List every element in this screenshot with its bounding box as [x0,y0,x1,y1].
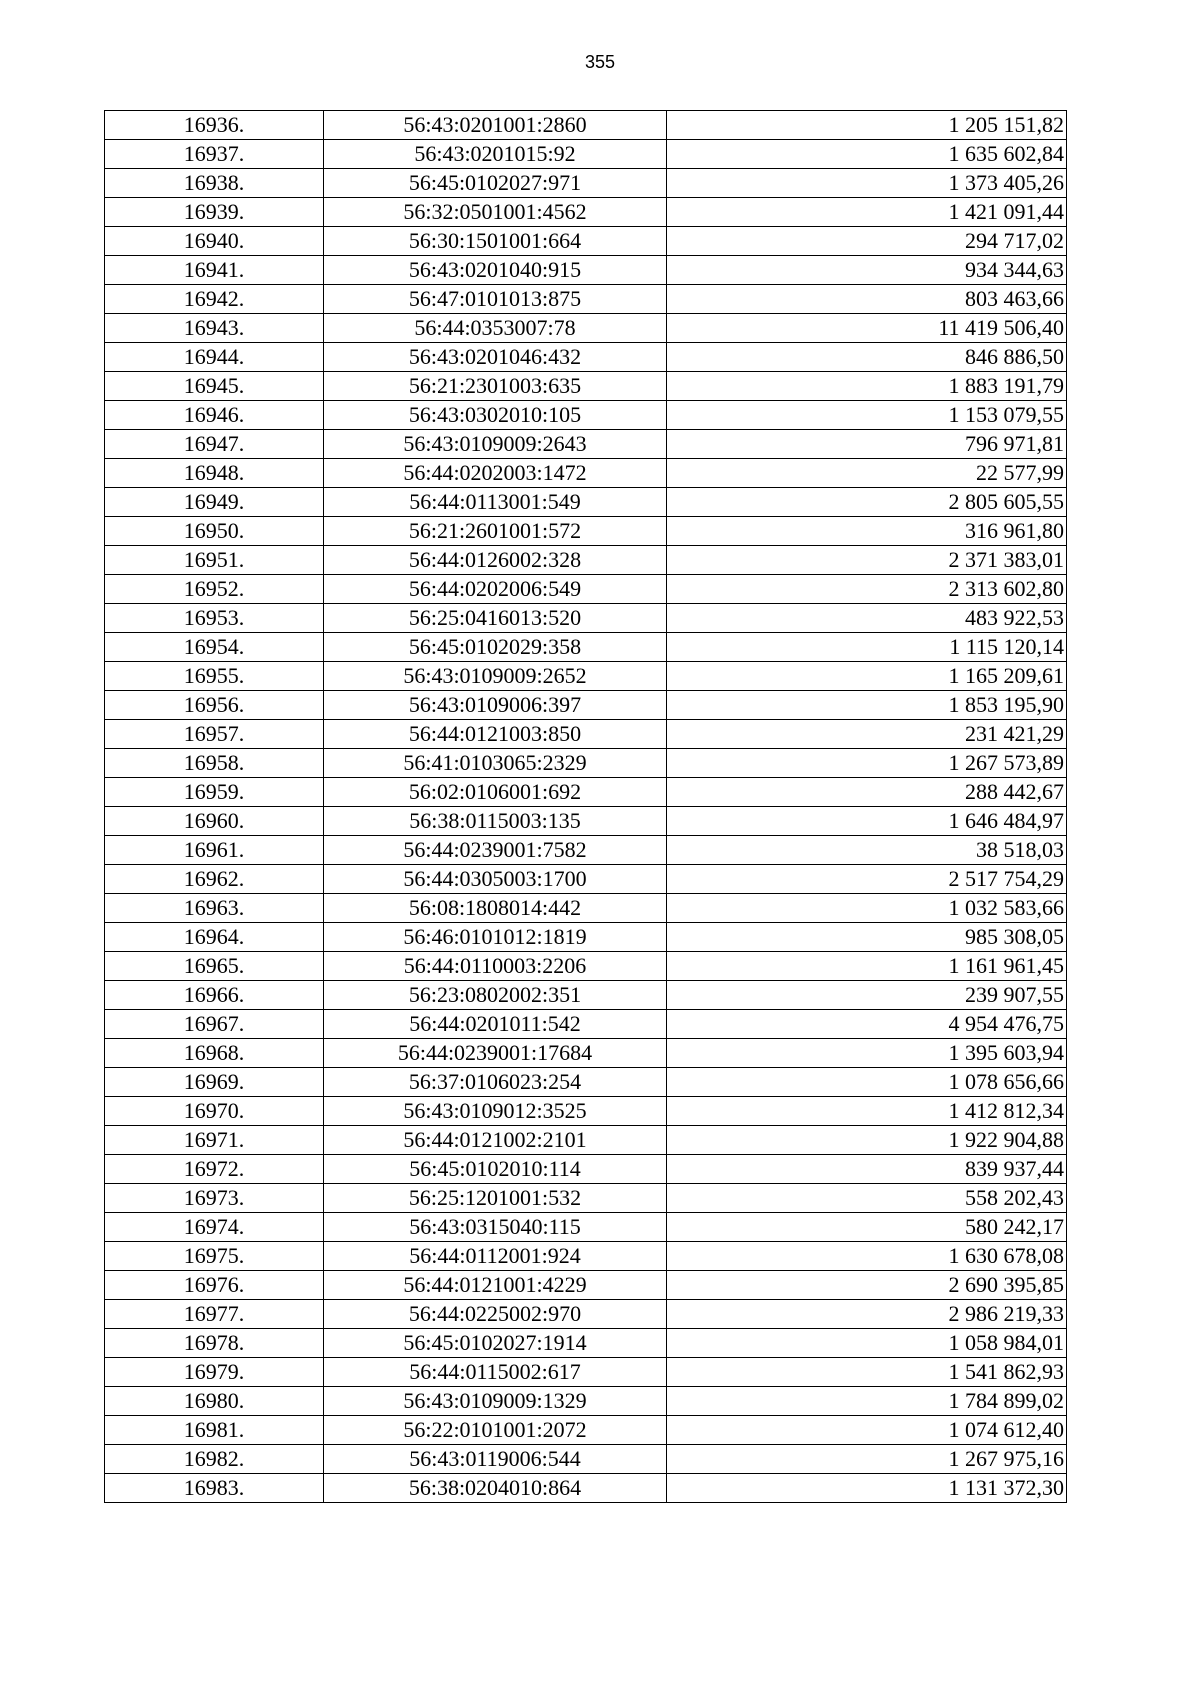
cadastral-number-cell: 56:38:0204010:864 [324,1474,667,1503]
table-row [105,1271,1067,1300]
row-number-cell: 16968. [105,1039,324,1068]
cadastral-number-cell: 56:21:2601001:572 [324,517,667,546]
cadastral-value-cell: 1 412 812,34 [667,1097,1067,1126]
cadastral-value-cell: 1 421 091,44 [667,198,1067,227]
row-number-cell: 16966. [105,981,324,1010]
row-number-cell: 16982. [105,1445,324,1474]
cadastral-value-cell: 1 032 583,66 [667,894,1067,923]
cadastral-value-cell: 239 907,55 [667,981,1067,1010]
row-number-cell: 16965. [105,952,324,981]
row-number-cell: 16940. [105,227,324,256]
cadastral-number-cell: 56:44:0239001:17684 [324,1039,667,1068]
cadastral-number-cell: 56:45:0102027:971 [324,169,667,198]
cadastral-value-cell: 1 153 079,55 [667,401,1067,430]
row-number-cell: 16979. [105,1358,324,1387]
cadastral-value-cell: 4 954 476,75 [667,1010,1067,1039]
table-row [105,1155,1067,1184]
row-number-cell: 16947. [105,430,324,459]
cadastral-number-cell: 56:44:0201011:542 [324,1010,667,1039]
cadastral-number-cell: 56:43:0119006:544 [324,1445,667,1474]
table-row [105,227,1067,256]
row-number-cell: 16949. [105,488,324,517]
cadastral-value-cell: 1 630 678,08 [667,1242,1067,1271]
row-number-cell: 16946. [105,401,324,430]
cadastral-value-cell: 38 518,03 [667,836,1067,865]
table-row [105,865,1067,894]
row-number-cell: 16952. [105,575,324,604]
cadastral-number-cell: 56:37:0106023:254 [324,1068,667,1097]
cadastral-number-cell: 56:08:1808014:442 [324,894,667,923]
table-row [105,314,1067,343]
row-number-cell: 16970. [105,1097,324,1126]
cadastral-number-cell: 56:44:0305003:1700 [324,865,667,894]
cadastral-value-cell: 1 131 372,30 [667,1474,1067,1503]
table-row [105,1387,1067,1416]
row-number-cell: 16956. [105,691,324,720]
cadastral-value-cell: 1 635 602,84 [667,140,1067,169]
cadastral-number-cell: 56:43:0302010:105 [324,401,667,430]
cadastral-value-cell: 231 421,29 [667,720,1067,749]
row-number-cell: 16955. [105,662,324,691]
cadastral-value-cell: 1 058 984,01 [667,1329,1067,1358]
table-row [105,488,1067,517]
cadastral-number-cell: 56:44:0353007:78 [324,314,667,343]
table-row [105,604,1067,633]
row-number-cell: 16973. [105,1184,324,1213]
cadastral-value-cell: 1 922 904,88 [667,1126,1067,1155]
cadastral-number-cell: 56:43:0201001:2860 [324,111,667,140]
cadastral-number-cell: 56:46:0101012:1819 [324,923,667,952]
table-row [105,430,1067,459]
cadastral-number-cell: 56:21:2301003:635 [324,372,667,401]
table-row [105,1474,1067,1503]
cadastral-value-cell: 294 717,02 [667,227,1067,256]
cadastral-number-cell: 56:25:1201001:532 [324,1184,667,1213]
cadastral-value-cell: 2 371 383,01 [667,546,1067,575]
cadastral-value-cell: 1 115 120,14 [667,633,1067,662]
cadastral-value-cell: 1 784 899,02 [667,1387,1067,1416]
cadastral-number-cell: 56:41:0103065:2329 [324,749,667,778]
row-number-cell: 16939. [105,198,324,227]
cadastral-number-cell: 56:43:0109009:1329 [324,1387,667,1416]
cadastral-number-cell: 56:38:0115003:135 [324,807,667,836]
table-row [105,546,1067,575]
row-number-cell: 16983. [105,1474,324,1503]
cadastral-number-cell: 56:43:0315040:115 [324,1213,667,1242]
table-row [105,459,1067,488]
table-row [105,1184,1067,1213]
cadastral-number-cell: 56:44:0121003:850 [324,720,667,749]
table-row [105,140,1067,169]
row-number-cell: 16978. [105,1329,324,1358]
row-number-cell: 16942. [105,285,324,314]
cadastral-value-cell: 288 442,67 [667,778,1067,807]
table-row [105,1358,1067,1387]
row-number-cell: 16945. [105,372,324,401]
row-number-cell: 16975. [105,1242,324,1271]
row-number-cell: 16958. [105,749,324,778]
table-row [105,372,1067,401]
cadastral-number-cell: 56:23:0802002:351 [324,981,667,1010]
cadastral-number-cell: 56:47:0101013:875 [324,285,667,314]
table-row [105,1068,1067,1097]
cadastral-value-cell: 2 313 602,80 [667,575,1067,604]
cadastral-number-cell: 56:44:0115002:617 [324,1358,667,1387]
table-row [105,952,1067,981]
cadastral-value-cell: 2 986 219,33 [667,1300,1067,1329]
table-row [105,720,1067,749]
cadastral-value-cell: 11 419 506,40 [667,314,1067,343]
row-number-cell: 16980. [105,1387,324,1416]
table-row [105,1329,1067,1358]
cadastral-value-cell: 22 577,99 [667,459,1067,488]
cadastral-value-cell: 985 308,05 [667,923,1067,952]
cadastral-value-cell: 1 078 656,66 [667,1068,1067,1097]
row-number-cell: 16938. [105,169,324,198]
table-row [105,111,1067,140]
table-row [105,778,1067,807]
table-row [105,1242,1067,1271]
cadastral-value-cell: 2 690 395,85 [667,1271,1067,1300]
cadastral-number-cell: 56:43:0109009:2643 [324,430,667,459]
table-row [105,1097,1067,1126]
table-row [105,517,1067,546]
cadastral-value-cell: 1 395 603,94 [667,1039,1067,1068]
table-row [105,343,1067,372]
table-row [105,981,1067,1010]
table-row [105,923,1067,952]
cadastral-number-cell: 56:45:0102029:358 [324,633,667,662]
row-number-cell: 16936. [105,111,324,140]
table-row [105,1039,1067,1068]
cadastral-value-cell: 1 853 195,90 [667,691,1067,720]
cadastral-number-cell: 56:32:0501001:4562 [324,198,667,227]
row-number-cell: 16963. [105,894,324,923]
row-number-cell: 16943. [105,314,324,343]
row-number-cell: 16944. [105,343,324,372]
cadastral-value-cell: 1 074 612,40 [667,1416,1067,1445]
table-row [105,169,1067,198]
table-row [105,749,1067,778]
row-number-cell: 16948. [105,459,324,488]
table-row [105,894,1067,923]
cadastral-value-cell: 483 922,53 [667,604,1067,633]
table-row [105,1300,1067,1329]
row-number-cell: 16957. [105,720,324,749]
row-number-cell: 16950. [105,517,324,546]
row-number-cell: 16953. [105,604,324,633]
row-number-cell: 16981. [105,1416,324,1445]
cadastral-number-cell: 56:44:0110003:2206 [324,952,667,981]
cadastral-number-cell: 56:44:0126002:328 [324,546,667,575]
cadastral-number-cell: 56:22:0101001:2072 [324,1416,667,1445]
cadastral-value-cell: 1 161 961,45 [667,952,1067,981]
cadastral-value-table [104,110,1067,1503]
cadastral-number-cell: 56:44:0113001:549 [324,488,667,517]
table-row [105,401,1067,430]
row-number-cell: 16960. [105,807,324,836]
row-number-cell: 16972. [105,1155,324,1184]
cadastral-value-cell: 1 165 209,61 [667,662,1067,691]
cadastral-value-cell: 580 242,17 [667,1213,1067,1242]
cadastral-value-cell: 316 961,80 [667,517,1067,546]
cadastral-value-cell: 796 971,81 [667,430,1067,459]
row-number-cell: 16974. [105,1213,324,1242]
cadastral-value-cell: 2 517 754,29 [667,865,1067,894]
table-row [105,662,1067,691]
cadastral-number-cell: 56:44:0112001:924 [324,1242,667,1271]
cadastral-number-cell: 56:43:0109009:2652 [324,662,667,691]
table-row [105,1213,1067,1242]
table-row [105,256,1067,285]
table-row [105,285,1067,314]
cadastral-number-cell: 56:44:0202003:1472 [324,459,667,488]
cadastral-value-cell: 934 344,63 [667,256,1067,285]
cadastral-number-cell: 56:25:0416013:520 [324,604,667,633]
row-number-cell: 16937. [105,140,324,169]
cadastral-value-cell: 1 646 484,97 [667,807,1067,836]
row-number-cell: 16967. [105,1010,324,1039]
table-row [105,836,1067,865]
cadastral-number-cell: 56:43:0201046:432 [324,343,667,372]
table-row [105,198,1067,227]
cadastral-number-cell: 56:45:0102027:1914 [324,1329,667,1358]
table-row [105,1010,1067,1039]
cadastral-number-cell: 56:02:0106001:692 [324,778,667,807]
row-number-cell: 16959. [105,778,324,807]
table-row [105,1445,1067,1474]
cadastral-value-cell: 1 541 862,93 [667,1358,1067,1387]
cadastral-number-cell: 56:44:0239001:7582 [324,836,667,865]
cadastral-number-cell: 56:45:0102010:114 [324,1155,667,1184]
cadastral-number-cell: 56:43:0109012:3525 [324,1097,667,1126]
table-row [105,691,1067,720]
table-row [105,1126,1067,1155]
cadastral-number-cell: 56:43:0201040:915 [324,256,667,285]
row-number-cell: 16941. [105,256,324,285]
page-number: 355 [584,52,616,72]
cadastral-number-cell: 56:44:0121001:4229 [324,1271,667,1300]
cadastral-number-cell: 56:44:0202006:549 [324,575,667,604]
cadastral-number-cell: 56:30:1501001:664 [324,227,667,256]
cadastral-number-cell: 56:43:0109006:397 [324,691,667,720]
row-number-cell: 16971. [105,1126,324,1155]
table-body [105,111,1067,1503]
row-number-cell: 16976. [105,1271,324,1300]
table-row [105,633,1067,662]
table-row [105,807,1067,836]
cadastral-value-cell: 1 373 405,26 [667,169,1067,198]
cadastral-value-cell: 846 886,50 [667,343,1067,372]
cadastral-value-cell: 1 267 975,16 [667,1445,1067,1474]
cadastral-number-cell: 56:43:0201015:92 [324,140,667,169]
cadastral-value-cell: 803 463,66 [667,285,1067,314]
cadastral-value-cell: 2 805 605,55 [667,488,1067,517]
table-row [105,575,1067,604]
cadastral-value-cell: 839 937,44 [667,1155,1067,1184]
cadastral-value-cell: 1 205 151,82 [667,111,1067,140]
row-number-cell: 16969. [105,1068,324,1097]
row-number-cell: 16962. [105,865,324,894]
row-number-cell: 16951. [105,546,324,575]
row-number-cell: 16961. [105,836,324,865]
table-row [105,1416,1067,1445]
cadastral-number-cell: 56:44:0225002:970 [324,1300,667,1329]
row-number-cell: 16964. [105,923,324,952]
row-number-cell: 16954. [105,633,324,662]
cadastral-value-cell: 558 202,43 [667,1184,1067,1213]
cadastral-number-cell: 56:44:0121002:2101 [324,1126,667,1155]
cadastral-value-cell: 1 267 573,89 [667,749,1067,778]
row-number-cell: 16977. [105,1300,324,1329]
cadastral-value-cell: 1 883 191,79 [667,372,1067,401]
